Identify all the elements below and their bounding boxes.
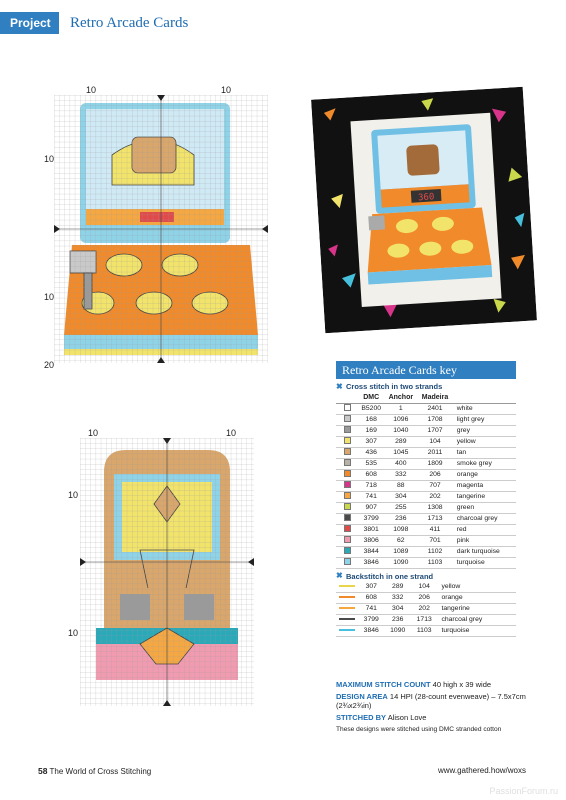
name-col-header xyxy=(453,392,516,403)
colour-name-cell: charcoal grey xyxy=(437,614,516,625)
page-title: Retro Arcade Cards xyxy=(70,15,189,31)
anchor-cell: 62 xyxy=(384,535,417,546)
line-swatch-cell xyxy=(336,603,358,614)
colour-name-cell: yellow xyxy=(437,582,516,593)
backstitch-heading-text: Backstitch in one strand xyxy=(346,571,434,581)
madeira-cell: 104 xyxy=(411,582,437,593)
anchor-cell: 304 xyxy=(384,491,417,502)
chart2-label-left-lower: 10 xyxy=(68,628,79,638)
cross-stitch-row xyxy=(336,491,516,502)
chart2-label-top-right: 10 xyxy=(226,428,237,438)
backstitch-row xyxy=(336,625,516,636)
dmc-cell: 3846 xyxy=(358,557,384,568)
design-area-label: DESIGN AREA xyxy=(336,691,388,701)
madeira-cell: 202 xyxy=(411,603,437,614)
anchor-cell: 1090 xyxy=(384,625,410,636)
madeira-cell: 411 xyxy=(417,524,453,535)
anchor-cell: 400 xyxy=(384,458,417,469)
turquoise-symbol xyxy=(344,558,351,565)
colour-name-cell: tangerine xyxy=(453,491,516,502)
backstitch-line-swatch xyxy=(339,585,355,587)
orange-symbol xyxy=(344,470,351,477)
symbol-cell xyxy=(336,557,358,568)
chart1-label-bottom: 20 xyxy=(44,360,55,370)
cross-stitch-row xyxy=(336,480,516,491)
backstitch-row xyxy=(336,592,516,603)
dmc-cell: 3844 xyxy=(358,546,384,557)
chart2-label-top-left: 10 xyxy=(88,428,99,438)
cross-icon: ✖ xyxy=(336,381,343,391)
madeira-cell: 1103 xyxy=(417,557,453,568)
smoke-grey-symbol xyxy=(344,459,351,466)
colour-name-cell: tan xyxy=(453,447,516,458)
symbol-cell xyxy=(336,502,358,513)
dmc-col-header: DMC xyxy=(358,392,384,403)
anchor-cell: 289 xyxy=(384,436,417,447)
backstitch-heading xyxy=(336,572,516,581)
colour-name-cell: tangerine xyxy=(437,603,516,614)
madeira-col-header: Madeira xyxy=(417,392,453,403)
madeira-cell: 206 xyxy=(411,592,437,603)
magenta-symbol xyxy=(344,481,351,488)
footer-url[interactable]: www.gathered.how/woxs xyxy=(437,766,526,775)
madeira-cell: 1102 xyxy=(417,546,453,557)
madeira-cell: 2401 xyxy=(417,403,453,414)
dmc-cell: 608 xyxy=(358,469,384,480)
page-footer xyxy=(0,762,566,800)
symbol-cell xyxy=(336,425,358,436)
dmc-cell: 307 xyxy=(358,582,384,593)
page-header xyxy=(0,0,566,44)
cross-table-header xyxy=(336,392,516,403)
anchor-cell: 1096 xyxy=(384,414,417,425)
madeira-cell: 206 xyxy=(417,469,453,480)
anchor-cell: 88 xyxy=(384,480,417,491)
cross-stitch-row xyxy=(336,546,516,557)
chart1-label-top-left: 10 xyxy=(86,85,97,95)
colour-name-cell: charcoal grey xyxy=(453,513,516,524)
cross-stitch-row xyxy=(336,502,516,513)
red-symbol xyxy=(344,525,351,532)
stitched-by-value: Alison Love xyxy=(387,712,427,722)
madeira-cell: 202 xyxy=(417,491,453,502)
anchor-cell: 255 xyxy=(384,502,417,513)
anchor-cell: 1 xyxy=(384,403,417,414)
tan-symbol xyxy=(344,448,351,455)
green-symbol xyxy=(344,503,351,510)
colour-name-cell: smoke grey xyxy=(453,458,516,469)
backstitch-row xyxy=(336,614,516,625)
magazine-name: The World of Cross Stitching xyxy=(49,767,152,776)
anchor-cell: 1089 xyxy=(384,546,417,557)
dmc-cell: 169 xyxy=(358,425,384,436)
cross-stitch-row xyxy=(336,436,516,447)
chart1-svg xyxy=(54,95,268,363)
madeira-cell: 1809 xyxy=(417,458,453,469)
watermark: PassionForum.ru xyxy=(489,786,558,796)
cross-stitch-row xyxy=(336,469,516,480)
dmc-cell: B5200 xyxy=(358,403,384,414)
cross-stitch-row xyxy=(336,535,516,546)
dmc-cell: 436 xyxy=(358,447,384,458)
photo-hammer xyxy=(368,215,385,230)
grey-symbol xyxy=(344,426,351,433)
line-swatch-cell xyxy=(336,614,358,625)
line-swatch-cell xyxy=(336,582,358,593)
dmc-cell: 168 xyxy=(358,414,384,425)
line-swatch-cell xyxy=(336,625,358,636)
anchor-col-header: Anchor xyxy=(384,392,417,403)
line-swatch-cell xyxy=(336,592,358,603)
madeira-cell: 1708 xyxy=(417,414,453,425)
chart2-svg xyxy=(80,438,254,706)
backstitch-line-swatch xyxy=(339,629,355,631)
chart1-grid xyxy=(54,95,268,363)
backstitch-table xyxy=(336,582,516,637)
dmc-cell: 307 xyxy=(358,436,384,447)
colour-name-cell: green xyxy=(453,502,516,513)
charcoal-grey-symbol xyxy=(344,514,351,521)
anchor-cell: 332 xyxy=(384,469,417,480)
chart2-label-left-upper: 10 xyxy=(68,490,79,500)
backstitch-line-swatch xyxy=(339,607,355,609)
symbol-cell xyxy=(336,436,358,447)
key-title: Retro Arcade Cards key xyxy=(336,361,516,379)
symbol-cell xyxy=(336,458,358,469)
chart1-label-left-lower: 10 xyxy=(44,292,55,302)
photo-score: 360 xyxy=(417,192,435,204)
anchor-cell: 332 xyxy=(384,592,410,603)
chart2-grid xyxy=(80,438,254,706)
anchor-cell: 1098 xyxy=(384,524,417,535)
dmc-cell: 907 xyxy=(358,502,384,513)
madeira-cell: 2011 xyxy=(417,447,453,458)
cross-stitch-row xyxy=(336,524,516,535)
madeira-cell: 1103 xyxy=(411,625,437,636)
design-notes xyxy=(336,680,526,737)
cross-stitch-row xyxy=(336,425,516,436)
footer-left xyxy=(38,766,151,776)
symbol-cell xyxy=(336,535,358,546)
cross-heading-text: Cross stitch in two strands xyxy=(346,382,443,391)
cross-stitch-row xyxy=(336,403,516,414)
cross-stitch-heading xyxy=(336,382,516,391)
dmc-cell: 3806 xyxy=(358,535,384,546)
photo-mole xyxy=(406,144,440,176)
colour-name-cell: turquoise xyxy=(453,557,516,568)
chart1-label-top-right: 10 xyxy=(221,85,232,95)
cross-stitch-row xyxy=(336,414,516,425)
madeira-cell: 701 xyxy=(417,535,453,546)
madeira-cell: 1308 xyxy=(417,502,453,513)
dmc-cell: 741 xyxy=(358,603,384,614)
tangerine-symbol xyxy=(344,492,351,499)
colour-name-cell: orange xyxy=(437,592,516,603)
colour-name-cell: dark turquoise xyxy=(453,546,516,557)
cross-stitch-table xyxy=(336,392,516,569)
stitch-count-label: MAXIMUM STITCH COUNT xyxy=(336,680,431,689)
colour-name-cell: yellow xyxy=(453,436,516,447)
photo-svg xyxy=(311,87,537,334)
colour-name-cell: white xyxy=(453,403,516,414)
page-number: 58 xyxy=(38,766,48,776)
colour-name-cell: orange xyxy=(453,469,516,480)
symbol-cell xyxy=(336,513,358,524)
anchor-cell: 1090 xyxy=(384,557,417,568)
backstitch-line-swatch xyxy=(339,618,355,620)
dmc-cell: 3801 xyxy=(358,524,384,535)
anchor-cell: 236 xyxy=(384,614,410,625)
symbol-cell xyxy=(336,546,358,557)
section-tag: Project xyxy=(0,12,59,34)
stitched-by-label: STITCHED BY xyxy=(336,712,387,722)
colour-name-cell: grey xyxy=(453,425,516,436)
backstitch-line-swatch xyxy=(339,596,355,598)
footnote: These designs were stitched using DMC stranded cotton xyxy=(336,726,502,733)
stitched-card-photo xyxy=(311,87,537,334)
dmc-cell: 535 xyxy=(358,458,384,469)
symbol-cell xyxy=(336,524,358,535)
colour-name-cell: turquoise xyxy=(437,625,516,636)
backstitch-row xyxy=(336,603,516,614)
stitch-count-value: 40 high x 39 wide xyxy=(432,680,492,689)
cross-stitch-row xyxy=(336,513,516,524)
colour-name-cell: red xyxy=(453,524,516,535)
backstitch-row xyxy=(336,582,516,593)
dmc-cell: 718 xyxy=(358,480,384,491)
colour-name-cell: magenta xyxy=(453,480,516,491)
colour-name-cell: pink xyxy=(453,535,516,546)
symbol-cell xyxy=(336,480,358,491)
symbol-cell xyxy=(336,403,358,414)
symbol-cell xyxy=(336,447,358,458)
yellow-symbol xyxy=(344,437,351,444)
anchor-cell: 236 xyxy=(384,513,417,524)
symbol-cell xyxy=(336,414,358,425)
madeira-cell: 104 xyxy=(417,436,453,447)
colour-name-cell: light grey xyxy=(453,414,516,425)
light-grey-symbol xyxy=(344,415,351,422)
cross-stitch-row xyxy=(336,557,516,568)
madeira-cell: 1707 xyxy=(417,425,453,436)
dmc-cell: 3799 xyxy=(358,614,384,625)
chart1-label-left-upper: 10 xyxy=(44,154,55,164)
symbol-cell xyxy=(336,469,358,480)
anchor-cell: 289 xyxy=(384,582,410,593)
dmc-cell: 3846 xyxy=(358,625,384,636)
anchor-cell: 1045 xyxy=(384,447,417,458)
dmc-cell: 741 xyxy=(358,491,384,502)
madeira-cell: 707 xyxy=(417,480,453,491)
dmc-cell: 608 xyxy=(358,592,384,603)
design-area-value: 14 HPI (28-count evenweave) – 7.5x7cm (2¾x2¾in) xyxy=(336,691,526,710)
cross-stitch-row xyxy=(336,447,516,458)
dark-turquoise-symbol xyxy=(344,547,351,554)
cross-icon: ✖ xyxy=(336,571,343,580)
thread-key xyxy=(336,361,516,637)
anchor-cell: 304 xyxy=(384,603,410,614)
anchor-cell: 1040 xyxy=(384,425,417,436)
cross-stitch-row xyxy=(336,458,516,469)
white-symbol xyxy=(344,404,351,411)
pink-symbol xyxy=(344,536,351,543)
dmc-cell: 3799 xyxy=(358,513,384,524)
symbol-col-header xyxy=(336,392,358,403)
madeira-cell: 1713 xyxy=(411,614,437,625)
madeira-cell: 1713 xyxy=(417,513,453,524)
symbol-cell xyxy=(336,491,358,502)
